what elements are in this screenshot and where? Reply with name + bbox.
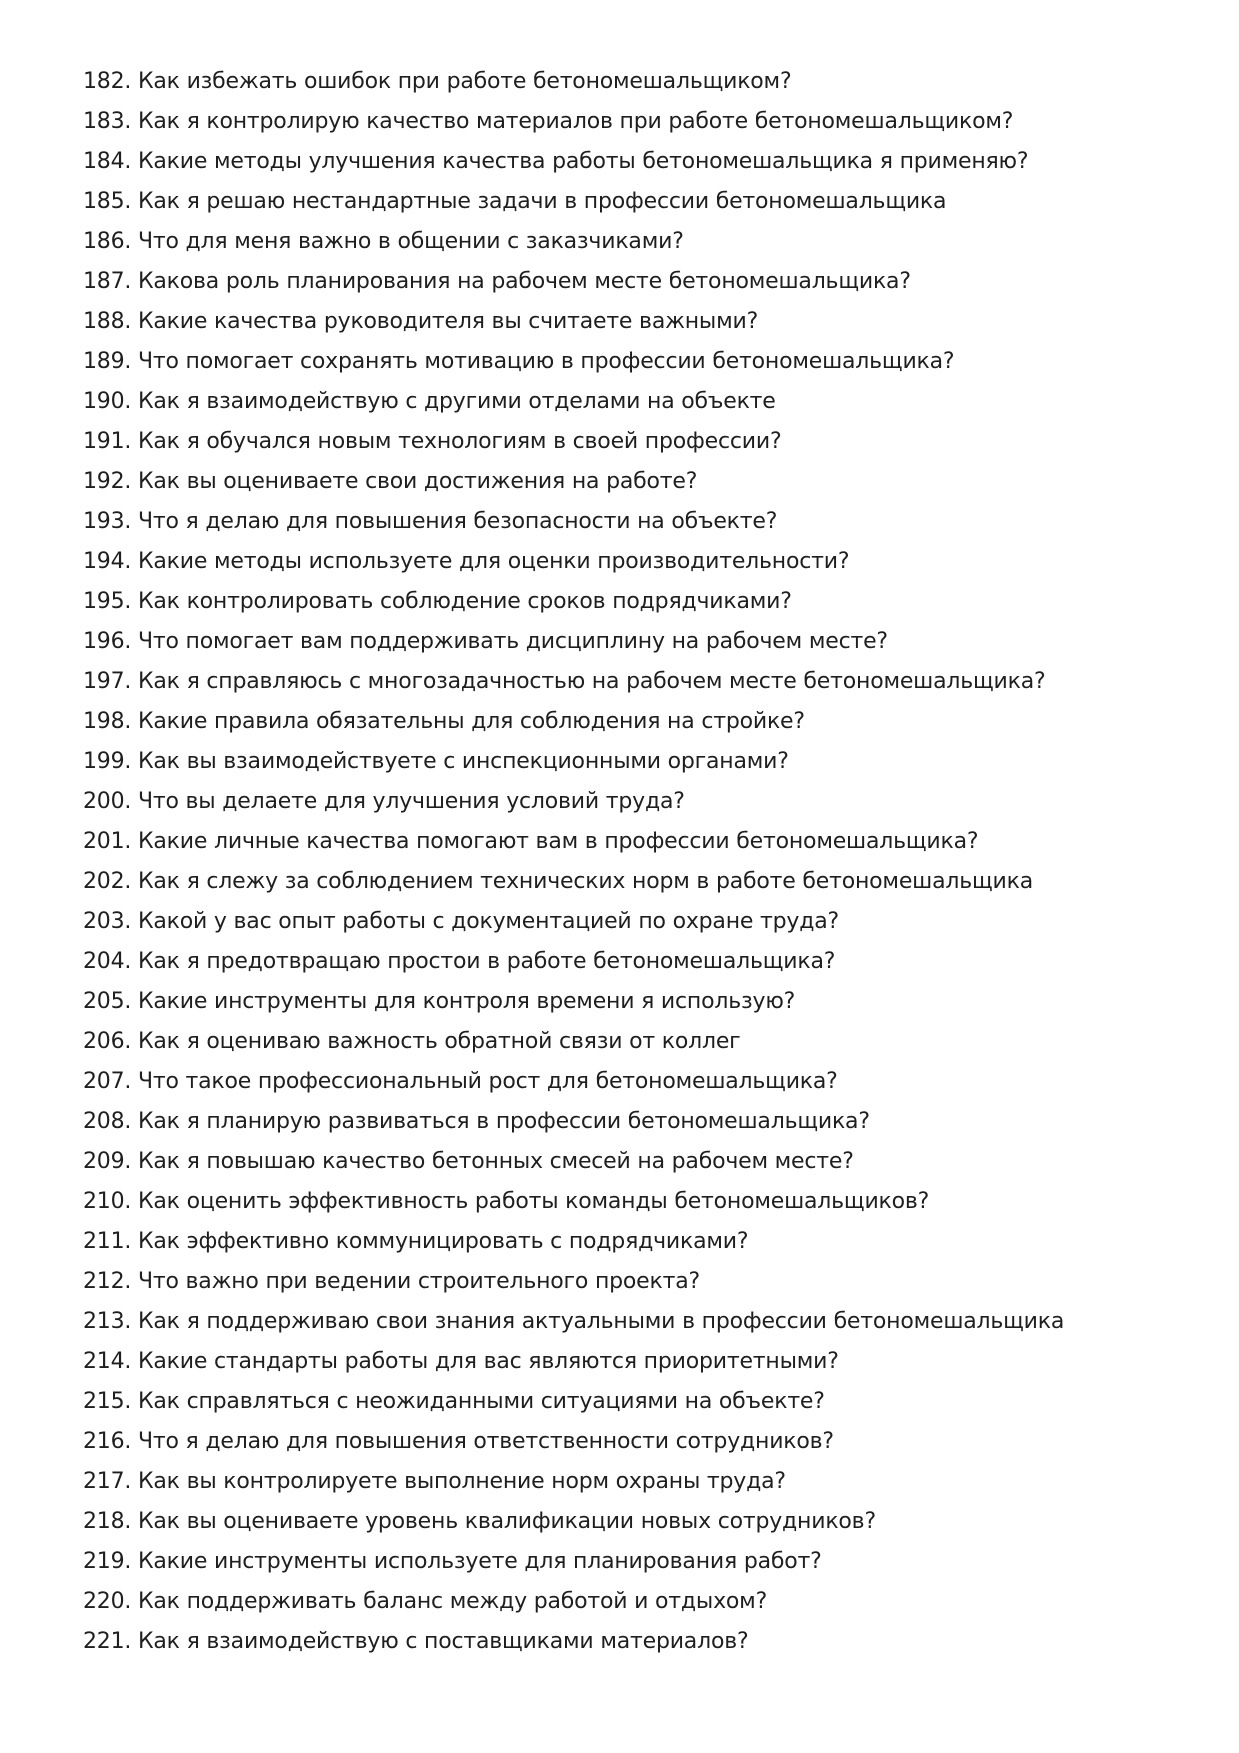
question-text: Что помогает сохранять мотивацию в профессии бетономешальщика? <box>137 349 955 374</box>
question-number: 193. <box>83 509 132 534</box>
question-number: 201. <box>83 829 132 854</box>
question-number: 216. <box>83 1429 132 1454</box>
question-text: Как контролировать соблюдение сроков подрядчиками? <box>137 589 792 614</box>
question-number: 184. <box>83 149 132 174</box>
question-text: Как вы оцениваете уровень квалификации новых сотрудников? <box>137 1509 876 1534</box>
question-number: 190. <box>83 389 132 414</box>
question-number: 191. <box>83 429 132 454</box>
question-text: Что важно при ведении строительного проекта? <box>137 1269 700 1294</box>
question-number: 200. <box>83 789 132 814</box>
question-item <box>83 1182 1203 1222</box>
question-item <box>83 1622 1203 1662</box>
question-item <box>83 102 1203 142</box>
question-text: Как я взаимодействую с другими отделами на объекте <box>137 389 776 414</box>
question-item <box>83 142 1203 182</box>
question-item <box>83 502 1203 542</box>
question-text: Как я поддерживаю свои знания актуальными в профессии бетономешальщика <box>137 1309 1065 1334</box>
question-number: 208. <box>83 1109 132 1134</box>
question-number: 202. <box>83 869 132 894</box>
question-item <box>83 942 1203 982</box>
question-text: Как я планирую развиваться в профессии бетономешальщика? <box>137 1109 870 1134</box>
question-number: 182. <box>83 69 132 94</box>
question-item <box>83 1502 1203 1542</box>
question-number: 211. <box>83 1229 132 1254</box>
question-number: 187. <box>83 269 132 294</box>
question-text: Что я делаю для повышения ответственности сотрудников? <box>137 1429 834 1454</box>
question-item <box>83 1382 1203 1422</box>
question-text: Какие правила обязательны для соблюдения на стройке? <box>137 709 805 734</box>
question-item <box>83 742 1203 782</box>
question-item <box>83 182 1203 222</box>
question-text: Как эффективно коммуницировать с подрядчиками? <box>137 1229 749 1254</box>
question-item <box>83 1102 1203 1142</box>
question-text: Как поддерживать баланс между работой и отдыхом? <box>137 1589 768 1614</box>
question-item <box>83 1262 1203 1302</box>
question-text: Что помогает вам поддерживать дисциплину на рабочем месте? <box>137 629 888 654</box>
question-text: Как я слежу за соблюдением технических норм в работе бетономешальщика <box>137 869 1033 894</box>
question-item <box>83 1422 1203 1462</box>
question-text: Какие качества руководителя вы считаете важными? <box>137 309 759 334</box>
question-item <box>83 1582 1203 1622</box>
question-item <box>83 582 1203 622</box>
question-number: 214. <box>83 1349 132 1374</box>
question-item <box>83 542 1203 582</box>
question-item <box>83 302 1203 342</box>
question-number: 210. <box>83 1189 132 1214</box>
question-text: Как я предотвращаю простои в работе бетономешальщика? <box>137 949 836 974</box>
question-item <box>83 982 1203 1022</box>
question-number: 212. <box>83 1269 132 1294</box>
question-item <box>83 1222 1203 1262</box>
question-item <box>83 1302 1203 1342</box>
question-item <box>83 1142 1203 1182</box>
question-number: 204. <box>83 949 132 974</box>
question-text: Что вы делаете для улучшения условий труда? <box>137 789 685 814</box>
question-number: 219. <box>83 1549 132 1574</box>
question-text: Какие личные качества помогают вам в профессии бетономешальщика? <box>137 829 979 854</box>
question-number: 213. <box>83 1309 132 1334</box>
question-number: 185. <box>83 189 132 214</box>
question-number: 203. <box>83 909 132 934</box>
question-item <box>83 262 1203 302</box>
question-number: 189. <box>83 349 132 374</box>
question-text: Как вы оцениваете свои достижения на работе? <box>137 469 698 494</box>
question-text: Что я делаю для повышения безопасности на объекте? <box>137 509 778 534</box>
question-text: Как я повышаю качество бетонных смесей на рабочем месте? <box>137 1149 854 1174</box>
question-item <box>83 422 1203 462</box>
question-item <box>83 782 1203 822</box>
question-number: 188. <box>83 309 132 334</box>
question-item <box>83 342 1203 382</box>
question-text: Как я обучался новым технологиям в своей профессии? <box>137 429 782 454</box>
question-item <box>83 222 1203 262</box>
question-number: 207. <box>83 1069 132 1094</box>
question-number: 215. <box>83 1389 132 1414</box>
question-text: Как избежать ошибок при работе бетономешальщиком? <box>137 69 792 94</box>
question-number: 218. <box>83 1509 132 1534</box>
question-number: 192. <box>83 469 132 494</box>
question-item <box>83 1022 1203 1062</box>
question-number: 195. <box>83 589 132 614</box>
question-number: 199. <box>83 749 132 774</box>
question-number: 205. <box>83 989 132 1014</box>
question-number: 183. <box>83 109 132 134</box>
question-text: Как вы контролируете выполнение норм охраны труда? <box>137 1469 786 1494</box>
question-text: Как я взаимодействую с поставщиками материалов? <box>137 1629 749 1654</box>
question-text: Как оценить эффективность работы команды бетономешальщиков? <box>137 1189 930 1214</box>
question-text: Как я контролирую качество материалов при работе бетономешальщиком? <box>137 109 1014 134</box>
question-number: 206. <box>83 1029 132 1054</box>
question-number: 186. <box>83 229 132 254</box>
question-number: 221. <box>83 1629 132 1654</box>
question-text: Какой у вас опыт работы с документацией по охране труда? <box>137 909 839 934</box>
question-text: Какие стандарты работы для вас являются приоритетными? <box>137 1349 839 1374</box>
question-text: Какие методы улучшения качества работы бетономешальщика я применяю? <box>137 149 1029 174</box>
question-item <box>83 1062 1203 1102</box>
question-number: 220. <box>83 1589 132 1614</box>
question-number: 197. <box>83 669 132 694</box>
question-text: Что для меня важно в общении с заказчиками? <box>137 229 684 254</box>
question-text: Какова роль планирования на рабочем месте бетономешальщика? <box>137 269 911 294</box>
question-text: Какие инструменты для контроля времени я использую? <box>137 989 796 1014</box>
question-text: Что такое профессиональный рост для бетономешальщика? <box>137 1069 838 1094</box>
question-text: Какие методы используете для оценки производительности? <box>137 549 850 574</box>
question-item <box>83 1462 1203 1502</box>
question-text: Как я решаю нестандартные задачи в профессии бетономешальщика <box>137 189 947 214</box>
question-item <box>83 1342 1203 1382</box>
question-item <box>83 702 1203 742</box>
question-item <box>83 822 1203 862</box>
question-number: 217. <box>83 1469 132 1494</box>
question-item <box>83 622 1203 662</box>
question-item <box>83 462 1203 502</box>
question-item <box>83 382 1203 422</box>
question-list <box>83 62 1203 1662</box>
question-number: 196. <box>83 629 132 654</box>
question-item <box>83 902 1203 942</box>
question-number: 194. <box>83 549 132 574</box>
question-text: Как я оцениваю важность обратной связи от коллег <box>137 1029 741 1054</box>
question-item <box>83 62 1203 102</box>
question-item <box>83 1542 1203 1582</box>
question-text: Как я справляюсь с многозадачностью на рабочем месте бетономешальщика? <box>137 669 1046 694</box>
question-item <box>83 662 1203 702</box>
question-text: Как справляться с неожиданными ситуациями на объекте? <box>137 1389 825 1414</box>
question-text: Как вы взаимодействуете с инспекционными органами? <box>137 749 789 774</box>
question-number: 198. <box>83 709 132 734</box>
question-item <box>83 862 1203 902</box>
question-number: 209. <box>83 1149 132 1174</box>
question-text: Какие инструменты используете для планирования работ? <box>137 1549 822 1574</box>
